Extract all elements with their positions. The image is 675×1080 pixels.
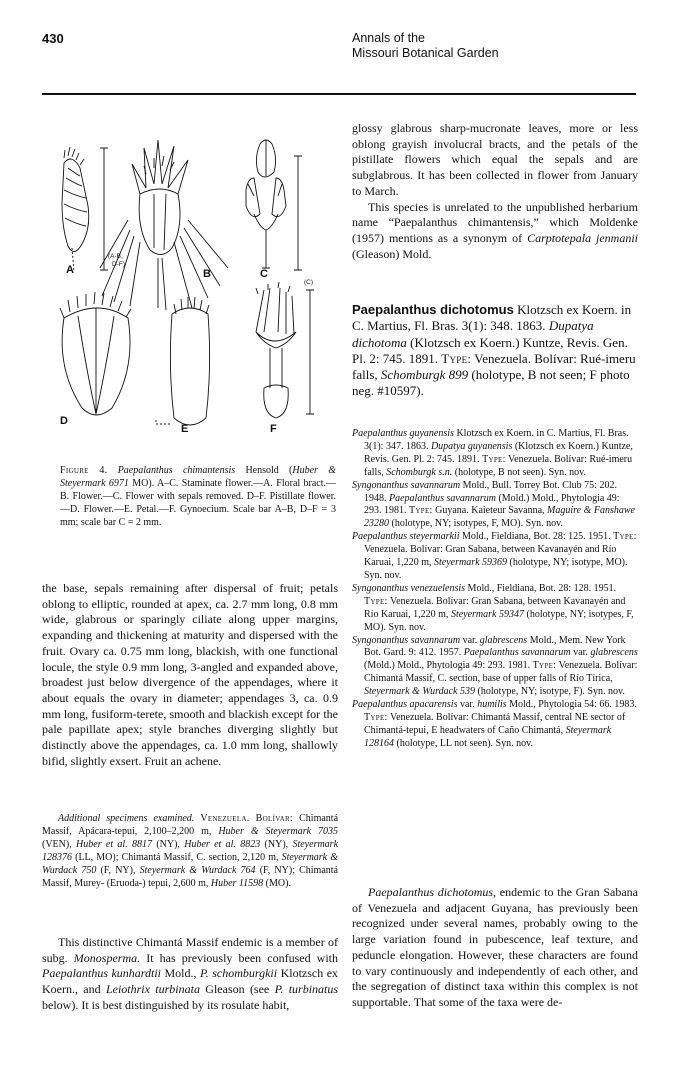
text-run: Paepalanthus apacarensis bbox=[352, 699, 458, 711]
text-run: Paepalanthus savannarum bbox=[463, 647, 571, 659]
specimens-state: Bolívar: bbox=[255, 813, 294, 824]
text-run: glabrescens bbox=[479, 634, 528, 646]
text-run: var. bbox=[573, 647, 588, 659]
text-run: Steyermark 128376 bbox=[42, 839, 339, 863]
text-run: This species is unrelated to the unpublished herbarium name “Paepalanthus chimantensis,” which Moldenke (1957) mentions as a synonym of bbox=[352, 199, 638, 245]
text-run: (F, NY); Chimantá Massif, Murey- (Eruoda-) tepui, 2,600 m, bbox=[42, 865, 338, 889]
text-run: Paepalanthus steyermarkii bbox=[352, 531, 460, 543]
text-run: Paepalanthus kunhardtii bbox=[42, 966, 162, 981]
text-run: Guyana. Kaieteur Savanna, bbox=[435, 505, 545, 517]
synonym-item bbox=[352, 699, 638, 751]
synonym-item bbox=[352, 428, 638, 480]
text-run: humilis bbox=[477, 699, 507, 711]
specimens-title: Additional specimens examined. bbox=[58, 813, 195, 824]
species-heading bbox=[352, 302, 638, 400]
text-run: (Mold.) Mold., Phytologia 49: 293. 1981. bbox=[364, 492, 620, 517]
text-run: (holotype, B not seen; F photo neg. #10597). bbox=[352, 367, 630, 399]
unpublished-name-paragraph bbox=[352, 200, 638, 263]
text-run: (holotype, NY; isotypes, F, MO). Syn. nov. bbox=[391, 518, 564, 530]
text-run: Type: bbox=[482, 453, 506, 465]
text-run: (holotype, NY; isotype, MO). Syn. nov. bbox=[364, 557, 628, 581]
text-run: Huber et al. 8823 bbox=[184, 839, 261, 850]
text-run: Mold., Fieldiana, Bot. 28: 125. 1951. bbox=[461, 531, 611, 543]
journal-title-line1: Annals of the bbox=[352, 31, 425, 45]
drawing-gynoecium bbox=[256, 282, 296, 418]
synonym-list bbox=[352, 428, 638, 751]
header-rule bbox=[42, 93, 636, 95]
text-run: Paepalanthus dichotomus, bbox=[368, 885, 497, 899]
text-run: below). It is best distinguished by its rosulate habit, bbox=[42, 997, 290, 1012]
synonym-item bbox=[352, 583, 638, 635]
text-run: Venezuela. Bolívar: Rué-imeru falls, bbox=[364, 453, 633, 478]
text-run: Klotzsch ex Koern., and bbox=[42, 966, 339, 997]
text-run: P. turbinatus bbox=[274, 982, 339, 997]
text-run: Chimantá Massif, Apácara-tepui, 2,100–2,200 m, bbox=[42, 813, 339, 837]
synonym-item bbox=[352, 635, 638, 700]
text-run: (holotype, NY; isotypes, F, MO). Syn. nov. bbox=[364, 608, 634, 633]
text-run: (holotype, NY; isotype, F). Syn. nov. bbox=[477, 686, 625, 698]
text-run: Paepalanthus savannarum bbox=[389, 492, 496, 504]
text-run: Syngonanthus venezuelensis bbox=[352, 582, 466, 594]
page-number: 430 bbox=[42, 31, 64, 46]
text-run: (Klotzsch ex Koern.) Kuntze, Revis. Gen. Pl. 2: 745. 1891. bbox=[364, 440, 633, 465]
text-run: Type: bbox=[364, 711, 388, 723]
text-run: Mold., Bull. Torrey Bot. Club 75: 202. 1948. bbox=[364, 479, 617, 504]
text-run: Dupatya dichotoma bbox=[352, 318, 594, 350]
text-run: Schomburgk s.n. bbox=[386, 466, 453, 478]
drawing-flower-sepals-removed bbox=[246, 140, 286, 268]
text-run: (Klotzsch ex Koern.) Kuntze, Revis. Gen. Pl. 2: 745. 1891. bbox=[352, 334, 628, 366]
text-run: Steyermark & Wurdack 539 bbox=[364, 686, 475, 698]
figure-label-d: D bbox=[60, 415, 68, 427]
text-run: Venezuela. Bolívar: Gran Sabana, between Kavanayén and Río Karuai, 1,220 m, bbox=[364, 595, 626, 620]
text-run: Steyermark & Wurdack 750 bbox=[42, 852, 338, 876]
synonym-item bbox=[352, 531, 638, 583]
left-column-body bbox=[42, 581, 338, 769]
text-run: Type: bbox=[613, 531, 637, 543]
text-run: Steyermark & Wurdack 764 bbox=[139, 865, 256, 876]
description-paragraph: the base, sepals remaining after dispersal of fruit; petals oblong to elliptic, rounded at apex, ca. 2.7 mm long, 0.8 mm wide, glabrous or sparingly ciliate along upper margins, expanding and thickening at maturity and dispersed with the fruit. Ovary ca. 0.75 mm long, blackish, with one functional locule, the style 0.9 mm long, 3-angled and expanded above, broadest just below divergence of the appendages, where it about equals the ovary in diameter; appendages 3, ca. 0.9 mm long, fusiform-terete, smooth and blackish except for the pale papillate apex; style branches diverging slightly but distinctly above the appendages, ca. 1.0 mm long, shallowly bifid, slightly exsert. Fruit an achene. bbox=[42, 581, 338, 768]
text-run: endemic to the Gran Sabana of Venezuela and adjacent Guyana, has previously been recognized under several names, probably owing to the large variation found in pubescence, leaf texture, and peduncle elongation. However, these characters are found to vary continuously and independently of each other, and the segregation of distinct taxa within this complex is not supportable. That some of the taxa were de- bbox=[352, 885, 639, 1009]
text-run: Huber 11598 bbox=[210, 878, 264, 889]
text-run: (MO). bbox=[265, 878, 291, 889]
species-name: Paepalanthus dichotomus bbox=[352, 302, 514, 317]
figure-caption-label: Figure 4. bbox=[60, 465, 108, 476]
text-run: Venezuela. Bolívar: Rué-imeru falls, bbox=[352, 350, 636, 383]
synonym-item bbox=[352, 480, 638, 532]
figure-label-b: B bbox=[203, 268, 211, 280]
text-run: Steyermark 59369 bbox=[434, 557, 508, 569]
text-run: Maguire & Fanshawe 23280 bbox=[364, 505, 635, 530]
text-run: (F, NY), bbox=[100, 865, 136, 876]
text-run: Carptotepala jenmanii bbox=[527, 230, 639, 245]
text-run: (NY), bbox=[156, 839, 180, 850]
text-run: Steyermark 128164 bbox=[364, 724, 612, 749]
text-run: (Mold.) Mold., Phytologia 49: 293. 1981. bbox=[364, 660, 531, 672]
scale-label-ab-1: (A-B, bbox=[108, 253, 123, 260]
caption-paren: ( bbox=[289, 465, 293, 476]
text-run: var. bbox=[459, 699, 475, 711]
text-run: Mold., bbox=[164, 966, 197, 981]
text-run: P. schomburgkii bbox=[199, 966, 278, 981]
text-run: This distinctive Chimantá Massif endemic is a member of subg. bbox=[42, 935, 338, 965]
figure-label-c: C bbox=[260, 268, 268, 280]
text-run: Monosperma. bbox=[73, 950, 141, 965]
text-run: Huber et al. 8817 bbox=[76, 839, 153, 850]
text-run: Venezuela. Bolívar: Chimantá Massif, C. section, base of upper falls of Río Tírica, bbox=[364, 660, 638, 685]
text-run: Klotzsch ex Koern. in C. Martius, Fl. Bras. 3(1): 347. 1863. bbox=[364, 428, 629, 452]
text-run: glabrescens bbox=[590, 647, 638, 659]
specimens-examined bbox=[42, 812, 338, 890]
text-run: (holotype, B not seen). Syn. nov. bbox=[454, 466, 587, 478]
continued-paragraph: glossy glabrous sharp-mucronate leaves, more or less oblong grayish involucral bracts, and the petals of the pistillate flowers which equal the sepals and are subglabrous. It has been collected in flower from January to March. bbox=[352, 121, 638, 198]
scale-label-c: (C) bbox=[304, 279, 314, 286]
text-run: (LL, MO); Chimantá Massif, C. section, 2,120 m, bbox=[75, 852, 279, 863]
right-column-top bbox=[352, 121, 638, 262]
drawing-petal bbox=[170, 297, 209, 425]
text-run: Mold., Phytologia 54: 66. 1983. bbox=[509, 699, 637, 711]
text-run: (NY), bbox=[264, 839, 289, 850]
figure-caption bbox=[60, 464, 336, 529]
text-run: It has previously been confused with bbox=[146, 950, 339, 965]
text-run: Mold., Mem. New York Bot. Gard. 9: 412. 1957. bbox=[364, 634, 626, 659]
text-run: (Gleason) Mold. bbox=[352, 246, 432, 261]
journal-title-line2: Missouri Botanical Garden bbox=[352, 46, 499, 60]
text-run: Type: bbox=[409, 505, 433, 517]
caption-collectors: Huber & Steyermark 6971 bbox=[60, 465, 336, 489]
caption-author: Hensold bbox=[245, 465, 279, 476]
running-head bbox=[352, 31, 499, 61]
caption-text: MO). A–C. Staminate flower.—A. Floral bract.—B. Flower.—C. Flower with sepals removed. D–F. Pistillate flower.—D. Flower.—E. Petal.—F. Gynoecium. Scale bar A–B, D–F = 3 mm; scale bar C = 2 mm. bbox=[60, 478, 337, 528]
text-run: Leiothrix turbinata bbox=[105, 982, 200, 997]
text-run: Klotzsch ex Koern. in C. Martius, Fl. Bras. 3(1): 348. 1863. bbox=[352, 302, 632, 334]
text-run: Venezuela. Bolívar: Gran Sabana, between Kavanayén and Río Karuai, 1,220 m, bbox=[364, 544, 617, 569]
text-run: Type: bbox=[532, 660, 557, 672]
figure-illustration bbox=[42, 118, 338, 433]
text-run: Mold., Fieldiana, Bot. 28: 128. 1951. bbox=[467, 582, 617, 594]
drawing-staminate-flower bbox=[100, 140, 228, 310]
text-run: Dupatya guyanensis bbox=[430, 440, 513, 452]
figure-label-a: A bbox=[66, 264, 74, 276]
text-run: Syngonanthus savannarum bbox=[352, 634, 461, 646]
text-run: Type: bbox=[441, 350, 472, 366]
discussion-paragraph bbox=[42, 935, 338, 1014]
text-run: Type: bbox=[364, 595, 388, 607]
species-discussion bbox=[352, 885, 638, 1011]
drawing-floral-bract bbox=[62, 147, 89, 272]
text-run: (VEN), bbox=[42, 839, 72, 850]
scale-label-ab-2: D-F) bbox=[112, 261, 125, 268]
text-run: Syngonanthus savannarum bbox=[352, 479, 461, 491]
text-run: var. bbox=[462, 634, 478, 646]
text-run: Venezuela. Bolívar: Chimantá Massif, central NE sector of Chimantá-tepui, E headwaters of Caño Chimantá, bbox=[364, 711, 626, 736]
specimens-country: Venezuela. bbox=[200, 813, 250, 824]
text-run: (holotype, LL not seen). Syn. nov. bbox=[396, 737, 533, 749]
caption-species: Paepalanthus chimantensis bbox=[117, 465, 236, 476]
figure-label-e: E bbox=[181, 423, 189, 433]
text-run: Steyermark 59347 bbox=[450, 608, 524, 620]
drawing-pistillate-flower bbox=[60, 292, 131, 415]
text-run: Schomburgk 899 bbox=[380, 367, 469, 383]
text-run: Gleason (see bbox=[205, 982, 270, 997]
figure-label-f: F bbox=[270, 423, 277, 433]
text-run: Paepalanthus guyanensis bbox=[352, 428, 454, 439]
text-run: Huber & Steyermark 7035 bbox=[218, 826, 338, 837]
